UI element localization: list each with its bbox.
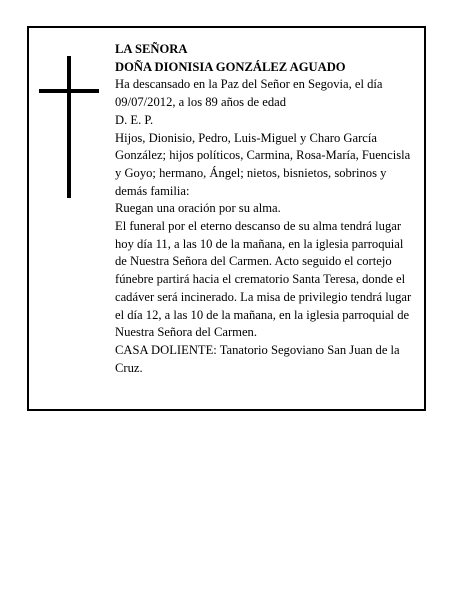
casa-doliente-text: CASA DOLIENTE: Tanatorio Segoviano San Juan de la Cruz. bbox=[115, 342, 400, 375]
family-text: Hijos, Dionisio, Pedro, Luis-Miguel y Charo García González; hijos políticos, Carmina, Rosa-María, Fuencisla y Goyo; hermano, Ángel; nietos, bisnietos, sobrinos y demás familia: bbox=[115, 130, 411, 198]
deceased-name: DOÑA DIONISIA GONZÁLEZ AGUADO bbox=[115, 59, 346, 74]
notice-body bbox=[115, 41, 417, 377]
notice-title: LA SEÑORA bbox=[115, 42, 188, 56]
cross-icon bbox=[39, 56, 99, 198]
prayer-text: Ruegan una oración por su alma. bbox=[115, 201, 281, 216]
cross-vertical-bar bbox=[67, 56, 71, 198]
cross-horizontal-bar bbox=[39, 89, 99, 93]
death-info: Ha descansado en la Paz del Señor en Segovia, el día 09/07/2012, a los 89 años de edad bbox=[115, 77, 383, 110]
dep-text: D. E. P. bbox=[115, 112, 154, 127]
obituary-notice bbox=[27, 26, 426, 411]
funeral-text: El funeral por el eterno descanso de su alma tendrá lugar hoy día 11, a las 10 de la mañana, en la iglesia parroquial de Nuestra Señora del Carmen. Acto seguido el cortejo fúnebre partirá hacia el crematorio Santa Teresa, donde el cadáver será incinerado. La misa de privilegio tendrá lugar el día 12, a las 10 de la mañana, en la iglesia parroquial de Nuestra Señora del Carmen. bbox=[115, 219, 412, 340]
